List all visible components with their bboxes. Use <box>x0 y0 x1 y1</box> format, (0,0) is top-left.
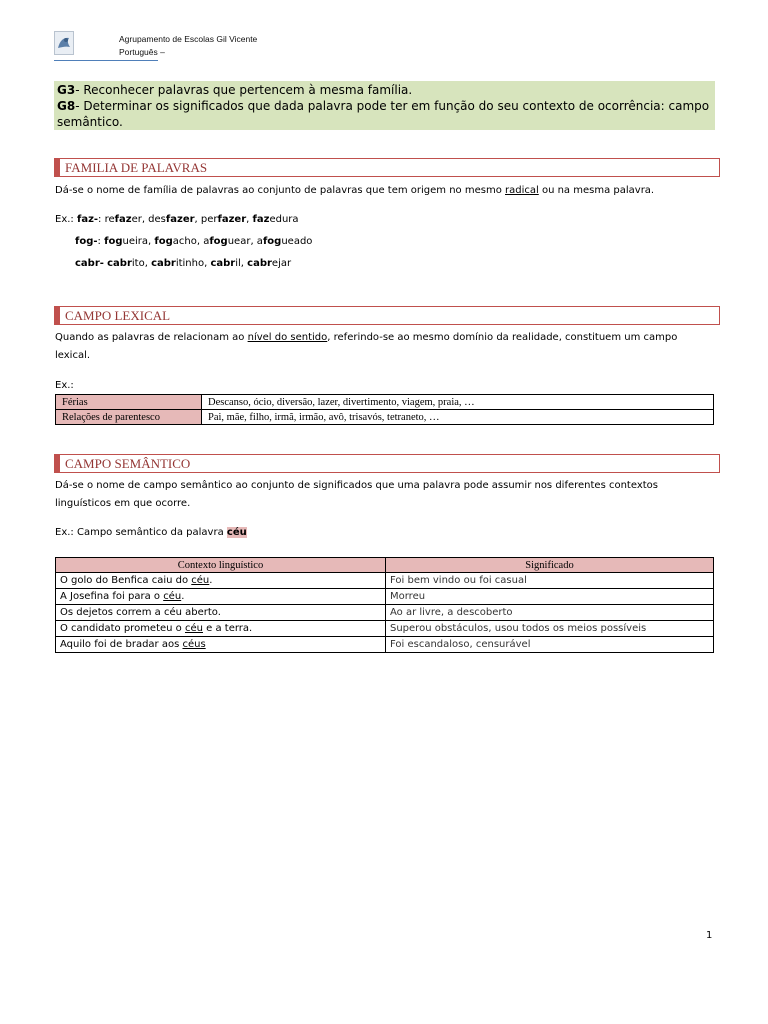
table-row <box>56 621 714 637</box>
context-cell: O candidato prometeu o céu e a terra. <box>56 621 386 637</box>
table-row <box>56 605 714 621</box>
page-number: 1 <box>706 930 713 941</box>
column-header-contexto: Contexto linguístico <box>56 558 386 573</box>
section-lexical-heading: CAMPO LEXICAL <box>54 306 720 325</box>
objectives-box <box>54 81 715 130</box>
table-row <box>56 589 714 605</box>
meaning-cell: Ao ar livre, a descoberto <box>386 605 714 621</box>
lexical-value: Pai, mãe, filho, irmã, irmão, avô, trisavós, tetraneto, … <box>202 410 714 425</box>
column-header-significado: Significado <box>386 558 714 573</box>
highlight-word: céu <box>226 527 247 538</box>
lexical-key: Férias <box>56 395 202 410</box>
semantico-ex-label: Ex.: Campo semântico da palavra céu <box>55 527 247 538</box>
school-logo <box>54 31 74 55</box>
familia-definition: Dá-se o nome de família de palavras ao conjunto de palavras que tem origem no mesmo radical ou na mesma palavra. <box>55 185 655 196</box>
lexical-value: Descanso, ócio, diversão, lazer, divertimento, viagem, praia, … <box>202 395 714 410</box>
table-row <box>56 573 714 589</box>
lexical-table <box>55 394 714 425</box>
school-name: Agrupamento de Escolas Gil Vicente <box>119 34 258 44</box>
familia-examples <box>55 209 312 275</box>
semantico-table <box>55 557 714 653</box>
meaning-cell: Morreu <box>386 589 714 605</box>
objective-g3: G3- Reconhecer palavras que pertencem à mesma família. <box>57 83 413 97</box>
meaning-cell: Foi escandaloso, censurável <box>386 637 714 653</box>
context-cell: O golo do Benfica caiu do céu. <box>56 573 386 589</box>
meaning-cell: Superou obstáculos, usou todos os meios possíveis <box>386 621 714 637</box>
school-logo-icon <box>55 32 73 54</box>
table-header-row <box>56 558 714 573</box>
meaning-cell: Foi bem vindo ou foi casual <box>386 573 714 589</box>
lexical-ex-label: Ex.: <box>55 380 74 391</box>
header-rule <box>54 60 158 61</box>
context-cell: Aquilo foi de bradar aos céus <box>56 637 386 653</box>
section-familia-heading: FAMILIA DE PALAVRAS <box>54 158 720 177</box>
example-cabr: cabr- cabrito, cabritinho, cabril, cabrejar <box>75 258 292 269</box>
lexical-key: Relações de parentesco <box>56 410 202 425</box>
context-cell: Os dejetos correm a céu aberto. <box>56 605 386 621</box>
example-fog: fog-: fogueira, fogacho, afoguear, afogueado <box>75 236 313 247</box>
table-row <box>56 410 714 425</box>
context-cell: A Josefina foi para o céu. <box>56 589 386 605</box>
section-semantico-heading: CAMPO SEMÂNTICO <box>54 454 720 473</box>
lexical-definition: Quando as palavras de relacionam ao nível do sentido, referindo-se ao mesmo domínio da realidade, constituem um campo lexical. <box>55 332 678 361</box>
example-faz: Ex.: faz-: refazer, desfazer, perfazer, fazedura <box>55 214 299 225</box>
table-row <box>56 395 714 410</box>
table-row <box>56 637 714 653</box>
page-header <box>119 33 257 59</box>
objective-g8: G8- Determinar os significados que dada palavra pode ter em função do seu contexto de ocorrência: campo semântico. <box>57 99 710 129</box>
subject-name: Português – <box>119 47 165 57</box>
semantico-definition: Dá-se o nome de campo semântico ao conjunto de significados que uma palavra pode assumir nos diferentes contextos linguísticos em que ocorre. <box>55 480 658 509</box>
